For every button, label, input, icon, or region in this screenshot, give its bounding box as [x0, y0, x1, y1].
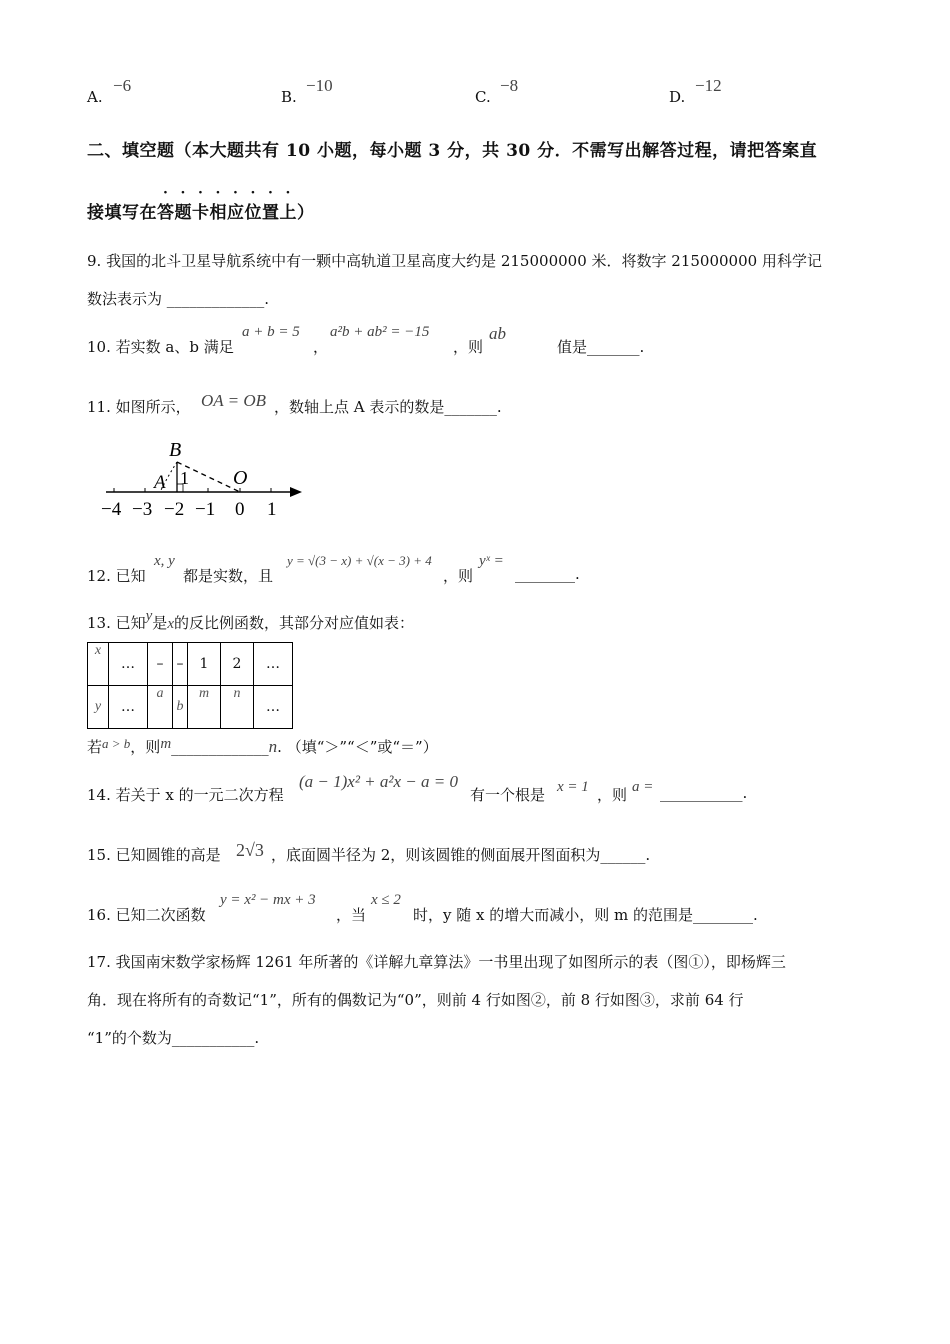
tick-label: −3 — [132, 499, 153, 520]
table-cell: … — [109, 643, 148, 686]
option-b — [281, 88, 297, 106]
option-d-value: −12 — [695, 76, 722, 95]
dotted-char: 题 — [174, 203, 192, 223]
q14-post: ___________. — [660, 784, 748, 802]
label-b: B — [169, 439, 182, 461]
option-d-label: D. — [669, 88, 686, 106]
q10-mid: ，则 — [453, 338, 484, 356]
q15-h: 2√3 — [236, 840, 264, 860]
q14-mid2: ，则 — [597, 786, 628, 804]
table-cell: – — [148, 643, 173, 686]
q11-pre: 11. 如图所示， — [87, 398, 191, 416]
table-cell: … — [109, 686, 148, 729]
tick-label: −4 — [101, 499, 122, 520]
dotted-char: 上 — [279, 203, 297, 223]
option-d — [669, 88, 685, 106]
q10-pre: 10. 若实数 a、b 满足 — [87, 338, 234, 356]
option-a-label: A. — [87, 88, 103, 106]
tick-label: 0 — [235, 499, 245, 520]
table-cell: y — [88, 686, 109, 729]
q15-pre: 15. 已知圆锥的高是 — [87, 846, 221, 864]
q14-root: x = 1 — [557, 779, 589, 795]
q9-line2: 数法表示为 _____________. — [87, 290, 270, 308]
q16-post: 时，y 随 x 的增大而减小，则 m 的范围是________. — [413, 906, 758, 924]
table-cell: b — [173, 686, 188, 729]
q13-m: m — [160, 736, 172, 752]
q12-post: ________. — [515, 565, 580, 583]
table-cell: m — [188, 686, 221, 729]
q13-line: 13. 已知y是x的反比例函数，其部分对应值如表： — [87, 608, 414, 632]
axis-arrow-icon — [290, 487, 302, 497]
q12-yx: yˣ = — [479, 553, 504, 569]
q10-comma: ， — [313, 338, 329, 356]
option-c-value: −8 — [500, 76, 519, 95]
q15-post: ，底面圆半径为 2，则该圆锥的侧面展开图面积为______. — [271, 846, 651, 864]
option-a-value: −6 — [113, 76, 132, 95]
q12-pre: 12. 已知 — [87, 567, 146, 585]
q17-line3: “1”的个数为___________. — [87, 1029, 260, 1047]
q17-line2: 角．现在将所有的奇数记“1”，所有的偶数记为“0”，则前 4 行如图②，前 8 行如图③，求前 64 行 — [87, 991, 744, 1009]
dotted-char: 卡 — [192, 203, 210, 223]
table-row — [88, 643, 293, 686]
tick-label: 1 — [267, 499, 277, 520]
q13-blank: _____________ — [171, 738, 269, 756]
q10-ab: ab — [489, 324, 506, 343]
label-o: O — [233, 467, 248, 489]
q17-line1: 17. 我国南宋数学家杨辉 1261 年所著的《详解九章算法》一书里出现了如图所示的表（图①），即杨辉三 — [87, 953, 786, 971]
tick-label: −2 — [164, 499, 185, 520]
q12-eq: y = √(3 − x) + √(x − 3) + 4 — [287, 553, 432, 568]
q13-n: n — [268, 737, 278, 756]
q10-eq1: a + b = 5 — [242, 324, 300, 340]
option-a — [87, 88, 103, 106]
q13-y: y — [145, 608, 153, 624]
table-cell: 1 — [188, 643, 221, 686]
q12-mid: 都是实数，且 — [183, 567, 274, 585]
dotted-char: 答 — [157, 203, 175, 223]
q11-post: ，数轴上点 A 表示的数是_______. — [274, 398, 502, 416]
table-cell: 2 — [221, 643, 254, 686]
table-cell: x — [88, 643, 109, 686]
dotted-char: 相 — [209, 203, 227, 223]
q16-mid: ，当 — [336, 906, 367, 924]
q10-post: 值是_______. — [557, 338, 645, 356]
dotted-char: 位 — [244, 203, 262, 223]
option-b-label: B. — [281, 88, 297, 106]
q13-cond: a > b — [102, 736, 131, 751]
q9-line1: 9. 我国的北斗卫星导航系统中有一颗中高轨道卫星高度大约是 215000000 米．将数字 215000000 用科学记 — [87, 252, 822, 270]
q16-eq: y = x² − mx + 3 — [220, 892, 316, 908]
table-cell: … — [254, 686, 293, 729]
q12-xy: x, y — [154, 553, 175, 569]
option-b-value: −10 — [306, 76, 333, 95]
dotted-char: 应 — [227, 203, 245, 223]
q14-eq: (a − 1)x² + a²x − a = 0 — [299, 772, 458, 791]
q14-mid: 有一个根是 — [470, 786, 546, 804]
option-c — [475, 88, 491, 106]
table-cell: … — [254, 643, 293, 686]
table-row — [88, 686, 293, 729]
table-cell: – — [173, 643, 188, 686]
table-cell: a — [148, 686, 173, 729]
section-heading-line2: 接填写在答题卡相应位置上） — [87, 198, 315, 223]
option-c-label: C. — [475, 88, 491, 106]
q16-cond: x ≤ 2 — [371, 892, 401, 908]
q13-x: x — [167, 616, 174, 632]
q14-pre: 14. 若关于 x 的一元二次方程 — [87, 786, 284, 804]
q11-eq: OA = OB — [201, 391, 266, 410]
q13-after: 若a > b，则m_____________n. （填“＞”“＜”或“＝”） — [87, 736, 438, 756]
label-1: 1 — [180, 468, 189, 488]
value-table — [87, 642, 293, 729]
section-heading: 二、填空题（本大题共有 10 小题，每小题 3 分，共 30 分．不需写出解答过程，请把答案直 — [87, 141, 818, 161]
dotted-char: 置 — [262, 203, 280, 223]
table-cell: n — [221, 686, 254, 729]
number-line-figure — [98, 436, 328, 526]
q14-a: a = — [632, 779, 654, 795]
q10-eq2: a²b + ab² = −15 — [330, 324, 430, 340]
label-a: A — [154, 472, 166, 493]
tick-label: −1 — [195, 499, 216, 520]
q16-pre: 16. 已知二次函数 — [87, 906, 206, 924]
q12-mid2: ，则 — [443, 567, 474, 585]
